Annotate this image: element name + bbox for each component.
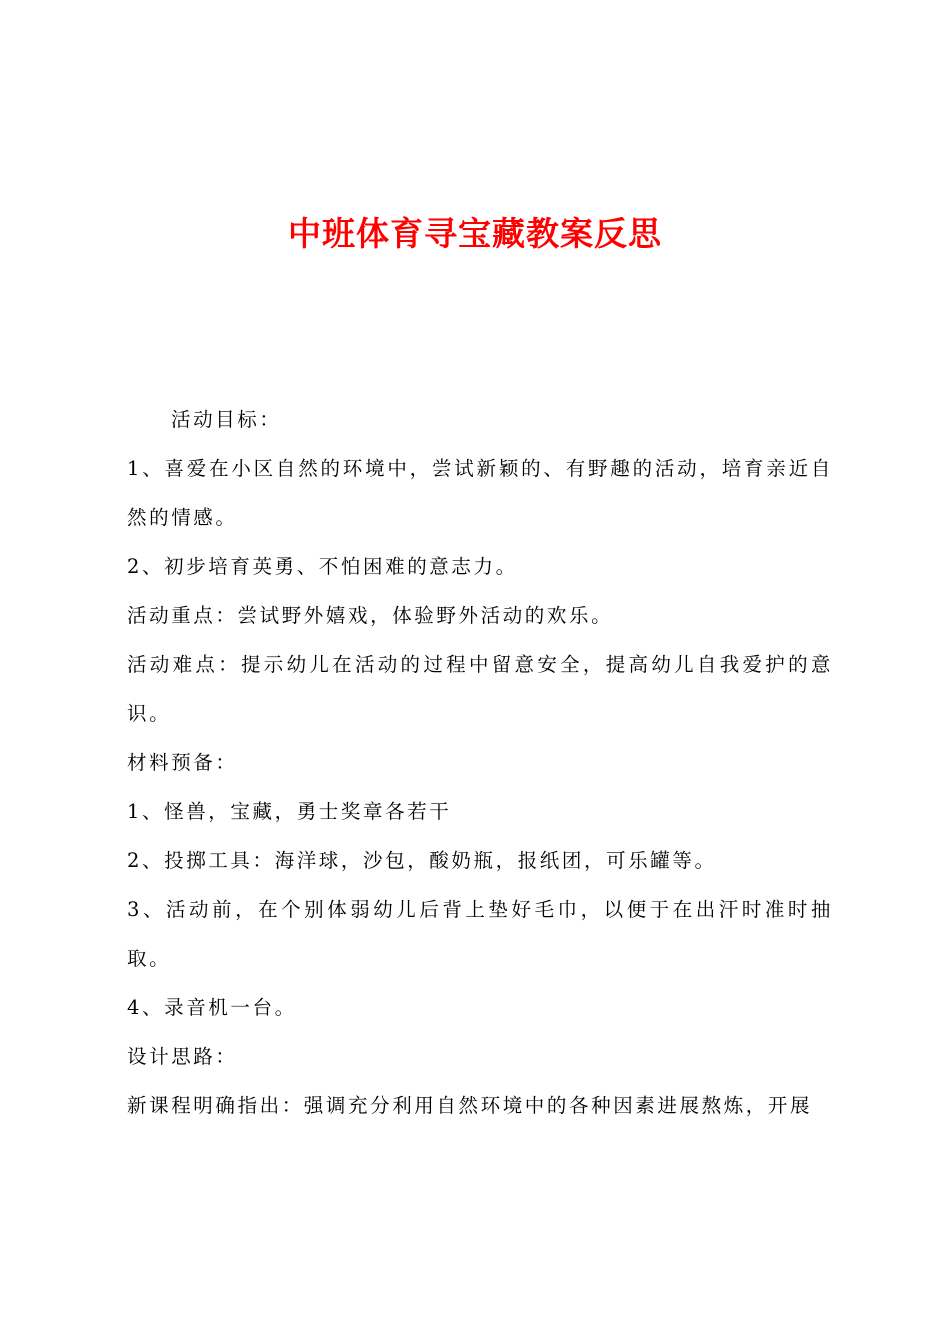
document-body [127, 395, 833, 1130]
design-paragraph: 新课程明确指出：强调充分利用自然环境中的各种因素进展熬炼，开展 [127, 1094, 813, 1117]
activity-difficulty: 活动难点：提示幼儿在活动的过程中留意安全，提高幼儿自我爱护的意识。 [127, 653, 833, 725]
material-item-4: 4、录音机一台。 [127, 996, 297, 1019]
goal-item-1: 1、喜爱在小区自然的环境中，尝试新颖的、有野趣的活动，培育亲近自然的情感。 [127, 457, 833, 529]
section-heading-materials: 材料预备： [127, 751, 238, 774]
material-item-1: 1、怪兽，宝藏，勇士奖章各若干 [127, 800, 452, 823]
document-title: 中班体育寻宝藏教案反思 [288, 214, 662, 253]
material-item-2: 2、投掷工具：海洋球，沙包，酸奶瓶，报纸团，可乐罐等。 [127, 849, 717, 872]
goal-item-2: 2、初步培育英勇、不怕困难的意志力。 [127, 555, 518, 578]
section-heading-goals: 活动目标： [171, 408, 282, 431]
activity-focus: 活动重点：尝试野外嬉戏，体验野外活动的欢乐。 [127, 604, 614, 627]
material-item-3: 3、活动前，在个别体弱幼儿后背上垫好毛巾，以便于在出汗时准时抽取。 [127, 898, 833, 970]
section-heading-design: 设计思路： [127, 1045, 238, 1068]
